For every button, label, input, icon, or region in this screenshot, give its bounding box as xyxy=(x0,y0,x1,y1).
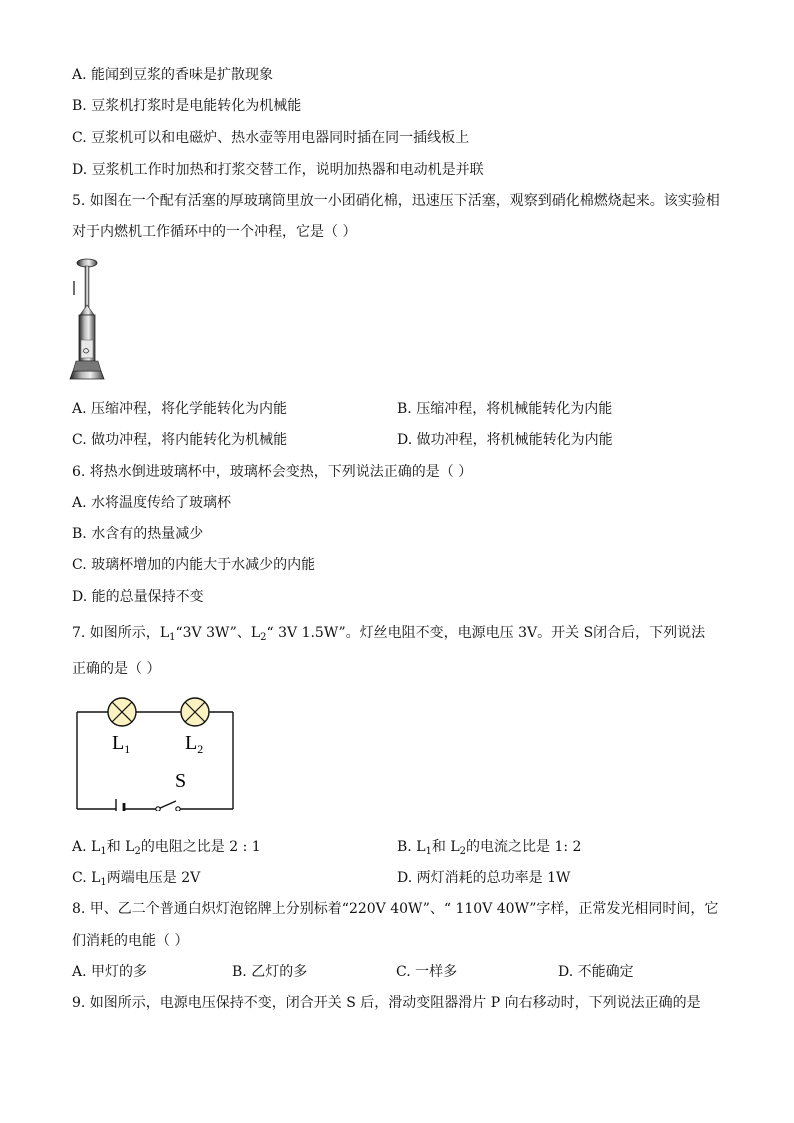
q7-l2-spec: “ 3V 1.5W”。灯丝电阻不变，电源电压 3V。开关 S闭合后，下列说法 xyxy=(266,625,706,641)
piston-cylinder-figure xyxy=(68,255,108,385)
q7-option-b-suffix: 的电流之比是 1: 2 xyxy=(466,839,582,855)
q7-l1-label: L xyxy=(159,625,170,641)
q7-stem-prefix: 7. 如图所示， xyxy=(72,625,160,641)
lamp-l1-letter: L xyxy=(112,732,125,754)
lamp-l1-sub: 1 xyxy=(124,742,131,756)
q5-option-a: A. 压缩冲程，将化学能转化为内能 xyxy=(72,401,288,417)
lamp-l1-icon xyxy=(108,698,136,726)
circuit-diagram xyxy=(74,695,236,811)
q6-option-a: A. 水将温度传给了玻璃杯 xyxy=(72,495,232,511)
q6-option-c: C. 玻璃杯增加的内能大于水减少的内能 xyxy=(72,557,316,573)
q7-option-b-sub1: 1 xyxy=(425,846,432,857)
q7-option-b-prefix: B. L xyxy=(397,839,426,855)
q7-stem-line2: 正确的是（ ） xyxy=(72,661,161,677)
q7-option-a-suffix: 的电阻之比是 2 : 1 xyxy=(140,839,261,855)
q7-l2-sub: 2 xyxy=(260,632,267,643)
q4-option-a: A. 能闻到豆浆的香味是扩散现象 xyxy=(72,67,274,83)
q7-option-b xyxy=(397,838,581,856)
q5-option-c: C. 做功冲程，将内能转化为机械能 xyxy=(72,432,288,448)
q8-option-c: C. 一样多 xyxy=(396,964,458,980)
q7-l1-spec: “3V 3W”、 xyxy=(175,625,251,641)
q6-option-b: B. 水含有的热量减少 xyxy=(72,526,204,542)
lamp-l2-letter: L xyxy=(185,732,198,754)
q4-option-c: C. 豆浆机可以和电磁炉、热水壶等用电器同时插在同一插线板上 xyxy=(72,130,470,146)
switch-label: S xyxy=(175,770,187,792)
q5-stem-line2: 对于内燃机工作循环中的一个冲程，它是（ ） xyxy=(72,224,357,240)
q7-option-a-mid: 和 L xyxy=(106,839,135,855)
q8-stem-line1: 8. 甲、乙二个普通白炽灯泡铭牌上分别标着“220V 40W”、“ 110V 40W”字样，正常发光相同时间，它 xyxy=(72,901,719,917)
q8-option-a: A. 甲灯的多 xyxy=(72,964,148,980)
q4-option-b: B. 豆浆机打浆时是电能转化为机械能 xyxy=(72,98,302,114)
q8-stem-line2: 们消耗的电能（ ） xyxy=(72,933,189,949)
q7-option-a xyxy=(72,838,261,856)
q7-option-c-prefix: C. L xyxy=(72,870,101,886)
lamp-l2-sub: 2 xyxy=(197,742,204,756)
q7-stem-line1 xyxy=(72,624,705,642)
lamp-l2-label xyxy=(185,732,203,756)
q7-option-b-sub2: 2 xyxy=(459,846,466,857)
q6-option-d: D. 能的总量保持不变 xyxy=(72,589,204,605)
q7-option-a-sub2: 2 xyxy=(134,846,141,857)
q9-stem: 9. 如图所示，电源电压保持不变，闭合开关 S 后，滑动变阻器滑片 P 向右移动时，下列说法正确的是 xyxy=(72,995,701,1011)
q5-option-d: D. 做功冲程，将机械能转化为内能 xyxy=(397,432,613,448)
q8-option-d: D. 不能确定 xyxy=(558,964,634,980)
q7-l1-sub: 1 xyxy=(169,632,176,643)
lamp-l2-icon xyxy=(181,698,209,726)
q7-l2-label: L xyxy=(250,625,261,641)
q7-option-c xyxy=(72,869,200,887)
q5-option-b: B. 压缩冲程，将机械能转化为内能 xyxy=(397,401,613,417)
q7-option-c-suffix: 两端电压是 2V xyxy=(106,870,201,886)
q6-stem: 6. 将热水倒进玻璃杯中，玻璃杯会变热，下列说法正确的是（ ） xyxy=(72,464,473,480)
lamp-l1-label xyxy=(112,732,130,756)
q7-option-a-prefix: A. L xyxy=(72,839,101,855)
q7-option-b-mid: 和 L xyxy=(431,839,460,855)
q7-option-d: D. 两灯消耗的总功率是 1W xyxy=(397,870,571,886)
q5-stem-line1: 5. 如图在一个配有活塞的厚玻璃筒里放一小团硝化棉，迅速压下活塞，观察到硝化棉燃烧起来。该实验相 xyxy=(72,193,720,209)
q7-option-c-sub1: 1 xyxy=(100,877,107,888)
q8-option-b: B. 乙灯的多 xyxy=(232,964,308,980)
q7-option-a-sub1: 1 xyxy=(100,846,107,857)
q4-option-d: D. 豆浆机工作时加热和打浆交替工作，说明加热器和电动机是并联 xyxy=(72,162,484,178)
